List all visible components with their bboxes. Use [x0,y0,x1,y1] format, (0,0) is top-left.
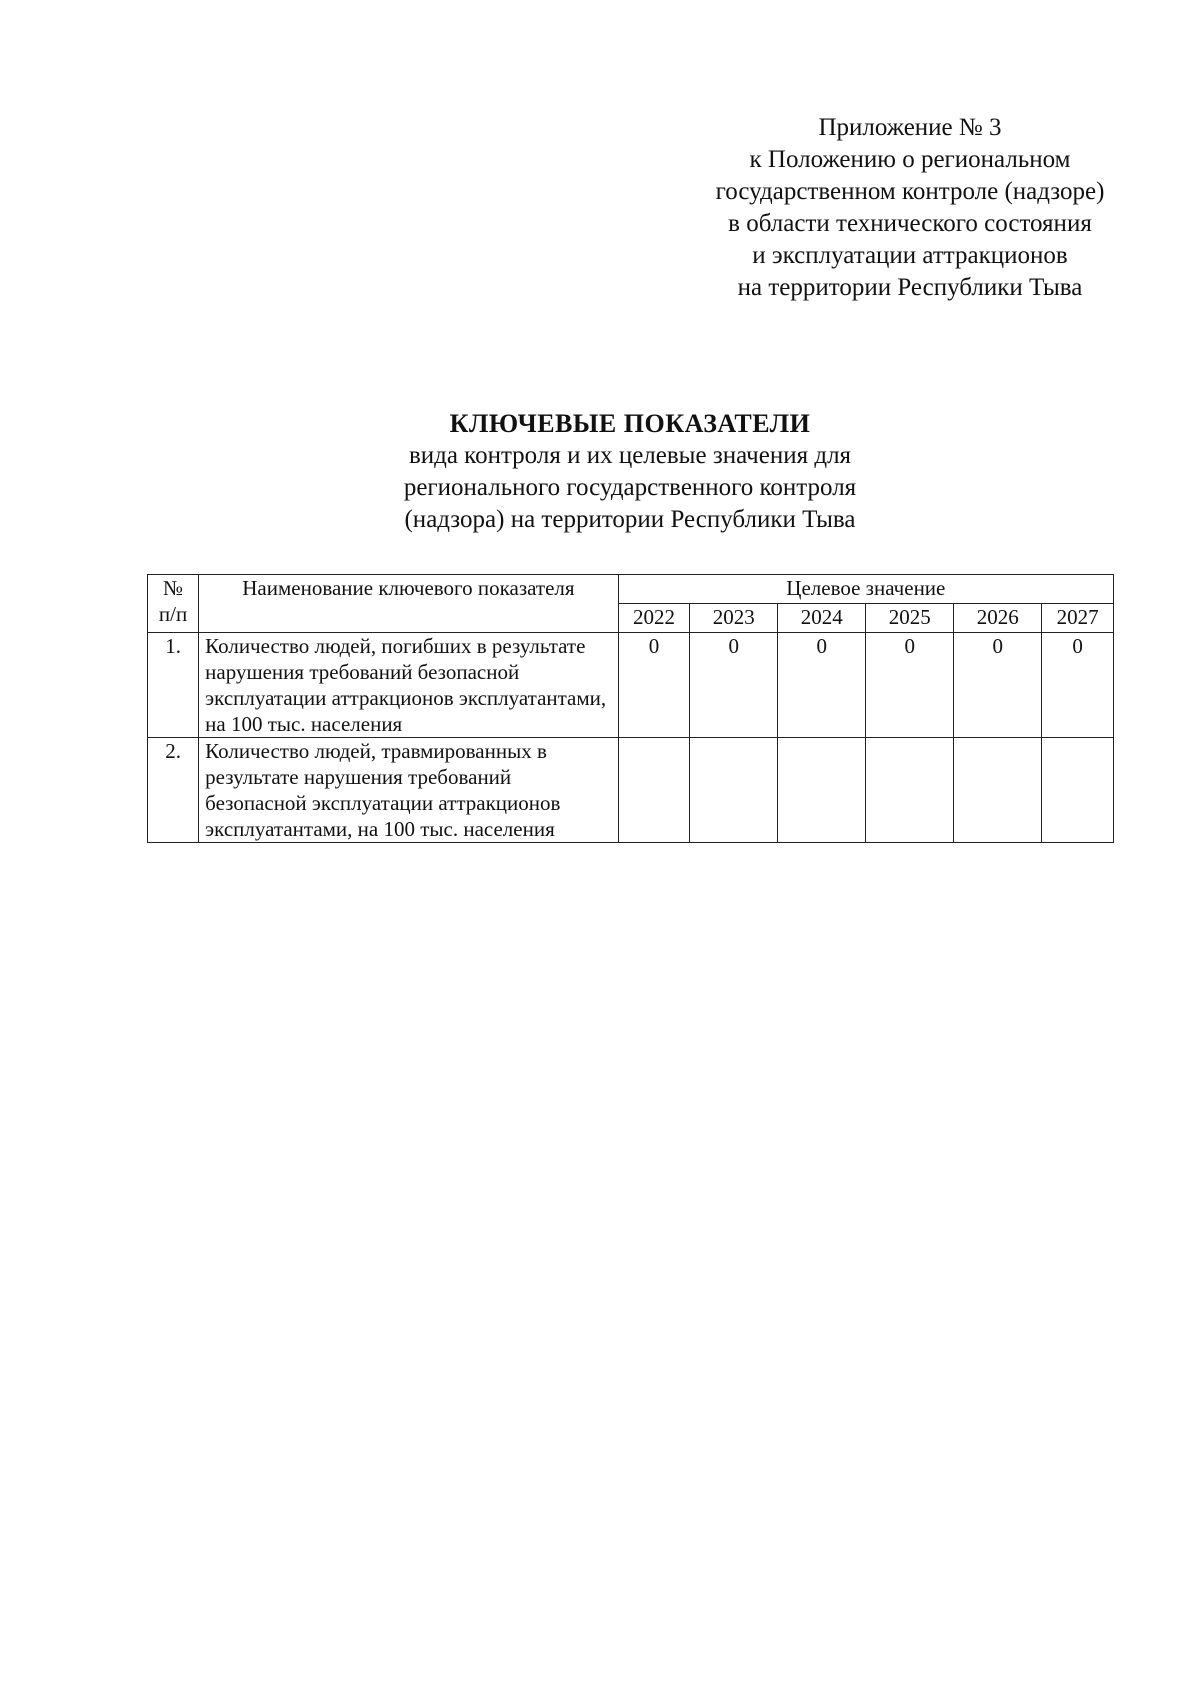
title-line: (надзора) на территории Республики Тыва [404,506,856,533]
appendix-line: к Положению о региональном [749,146,1071,173]
appendix-note [690,112,1130,304]
table-header-row [148,575,1114,604]
year-header: 2025 [866,604,954,633]
target-value: 0 [690,633,778,738]
target-value: 0 [778,633,866,738]
year-header: 2024 [778,604,866,633]
title-line: регионального государственного контроля [403,474,857,501]
target-value [954,738,1042,843]
column-header-number-line1: № [163,576,184,600]
year-header: 2026 [954,604,1042,633]
target-value [1042,738,1114,843]
title-line: вида контроля и их целевые значения для [408,442,852,469]
document-title [300,408,960,536]
target-value: 0 [1042,633,1114,738]
year-header: 2027 [1042,604,1114,633]
appendix-line: и эксплуатации аттракционов [752,242,1068,269]
column-header-target: Целевое значение [618,575,1113,604]
year-header: 2023 [690,604,778,633]
year-header: 2022 [618,604,690,633]
column-header-name: Наименование ключевого показателя [199,575,619,633]
title-heading: КЛЮЧЕВЫЕ ПОКАЗАТЕЛИ [449,409,811,438]
column-header-number [148,575,199,633]
column-header-number-line2: п/п [158,602,188,626]
target-value [866,738,954,843]
kpi-table [147,574,1114,843]
table-row [148,738,1114,843]
appendix-line: государственном контроле (надзоре) [715,178,1105,205]
target-value [618,738,690,843]
target-value [778,738,866,843]
target-value: 0 [618,633,690,738]
row-number: 1. [148,633,199,738]
target-value [690,738,778,843]
table-row [148,633,1114,738]
target-value: 0 [954,633,1042,738]
indicator-name: Количество людей, травмированных в результате нарушения требований безопасной эксплуатации аттракционов эксплуатантами, на 100 тыс. населения [199,738,619,843]
appendix-line: в области технического состояния [728,210,1092,237]
indicator-name: Количество людей, погибших в результате нарушения требований безопасной эксплуатации аттракционов эксплуатантами, на 100 тыс. населения [199,633,619,738]
appendix-line: на территории Республики Тыва [737,274,1083,301]
appendix-line: Приложение № 3 [818,114,1002,141]
target-value: 0 [866,633,954,738]
row-number: 2. [148,738,199,843]
